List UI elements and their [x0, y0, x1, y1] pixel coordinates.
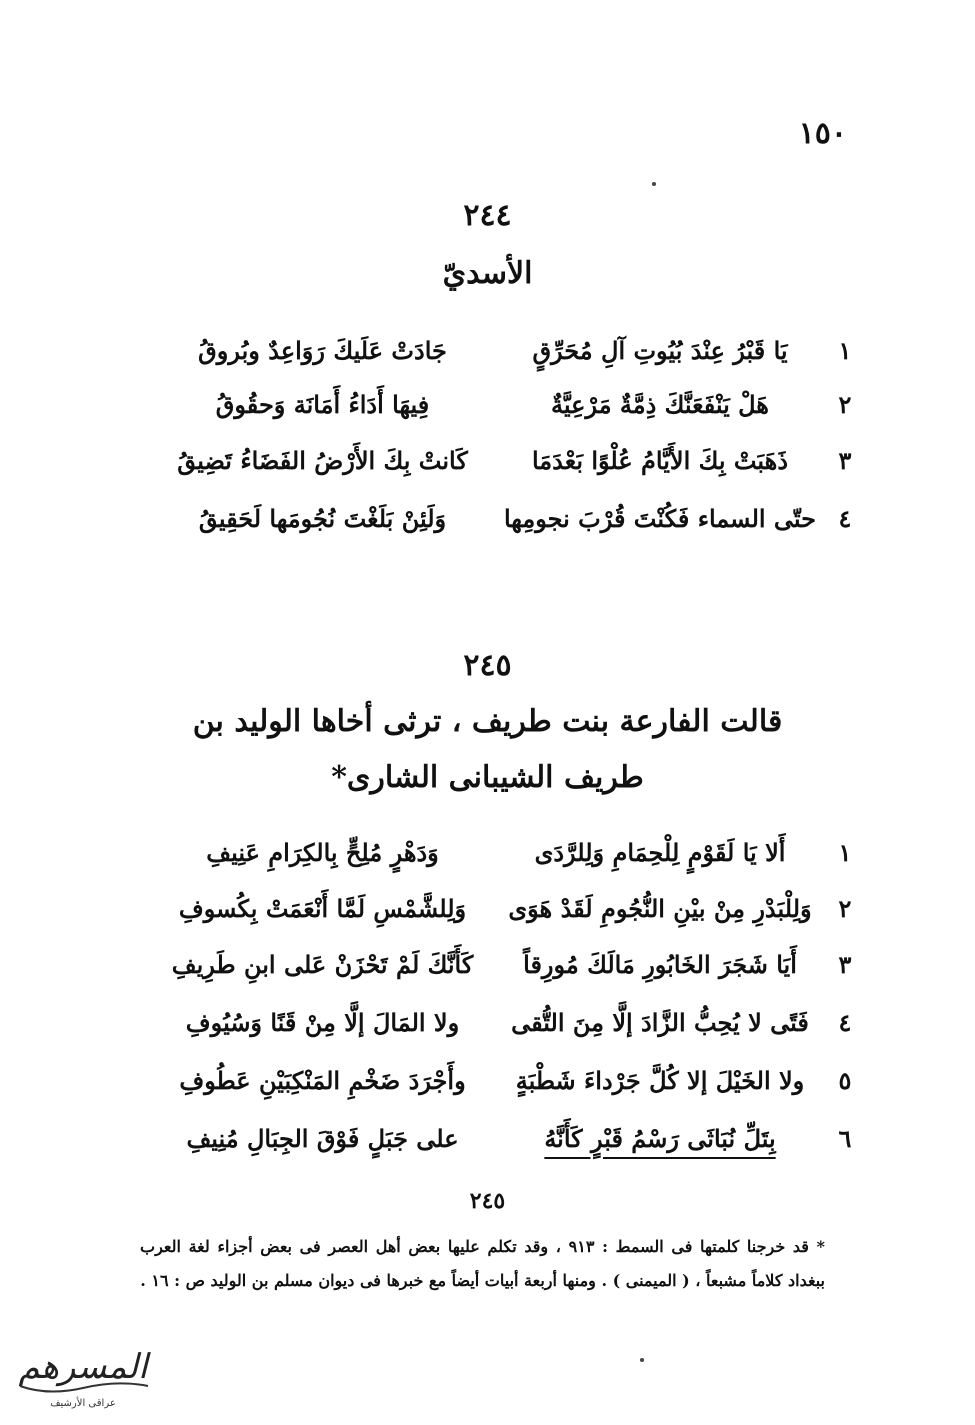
verse-row	[150, 494, 865, 542]
verse-second-hemistich: جَادَتْ عَلَيكَ رَوَاعِدٌ وبُروقُ	[198, 335, 447, 365]
verse-number: ٥	[838, 1065, 852, 1095]
scan-speck	[652, 182, 656, 186]
verse-number: ٦	[838, 1123, 852, 1153]
verse-number: ١	[838, 335, 852, 365]
watermark-main: المسرهم	[18, 1347, 148, 1387]
verse-row	[150, 1056, 865, 1104]
verse-second-hemistich: وَلَئِنْ بَلَغْتَ نُجُومَها لَحَقِيقُ	[198, 503, 447, 533]
verse-second-hemistich: على جَبَلٍ فَوْقَ الجِبَالِ مُنِيفِ	[186, 1123, 459, 1153]
watermark-sub: عراقى الأرشيف	[50, 1398, 116, 1409]
verse-row	[150, 940, 865, 988]
verse-number: ٣	[838, 949, 852, 979]
verse-row	[150, 1114, 865, 1162]
verse-number: ٢	[838, 389, 852, 419]
verse-number: ٢	[838, 893, 852, 923]
poem-245-title-line-2: طريف الشيبانى الشارى*	[331, 760, 644, 795]
verse-first-hemistich: وَلِلْبَدْرِ مِنْ بيْنِ النُّجُومِ لَقَدْ هَوَى	[508, 893, 812, 923]
verse-first-hemistich: حتّى السماء فَكُنْتَ قُرْبَ نجومِها	[503, 503, 816, 533]
verse-row	[150, 828, 865, 876]
verse-second-hemistich: ولا المَالَ إلَّا مِنْ قَنًا وَسُيُوفِ	[185, 1007, 460, 1037]
watermark-logo	[8, 1330, 158, 1415]
verse-second-hemistich: كَانتْ بِكَ الأَرْضُ الفَضَاءُ تَضِيقُ	[177, 445, 468, 475]
verse-second-hemistich: وأَجْرَدَ ضَخْمِ المَنْكِبَيْنِ عَطُوفِ	[179, 1065, 466, 1095]
verse-first-hemistich: فَتًى لا يُحِبُّ الزَّادَ إلَّا مِنَ التُّقى	[511, 1007, 809, 1037]
verse-number: ١	[838, 837, 852, 867]
verse-row	[150, 326, 865, 374]
poem-244-title: الأسديّ	[442, 256, 533, 291]
verse-first-hemistich: أَيَا شَجَرَ الخَابُورِ مَالَكَ مُورِقاً	[523, 949, 797, 979]
footnote-text: * قد خرجنا كلمتها فى السمط : ٩١٣ ، وقد تكلم عليها بعض أهل العصر فى بعض أجزاء لغة العرب ببغداد كلاماً مشبعاً ، ( الميمنى ) . ومنها أربعة أبيات أيضاً مع خبرها فى ديوان مسلم بن الوليد ص : ١٦ .	[140, 1237, 825, 1290]
verse-second-hemistich: وَلِلشَّمْسِ لَمَّا أَنْعَمَتْ بِكُسوفِ	[178, 893, 467, 923]
verse-first-hemistich: ولا الخَيْلَ إلا كُلَّ جَرْداءَ شَطْبَةٍ	[515, 1065, 805, 1095]
verse-second-hemistich: فِيهَا أَدَاءُ أَمَانَة وَحقُوقُ	[215, 389, 430, 419]
verse-first-hemistich: أَلا يَا لَقَوْمٍ لِلْحِمَامِ وَلِلرَّدَى	[534, 837, 786, 867]
verse-number: ٣	[838, 445, 852, 475]
poem-245-number: ٢٤٥	[463, 648, 512, 683]
verse-row	[150, 884, 865, 932]
verse-first-hemistich: ذَهَبَتْ بِكَ الأَيَّامُ عُلْوًا بَعْدَمَا	[531, 445, 789, 475]
verse-second-hemistich: وَدَهْرٍ مُلِحٍّ بِالكِرَامِ عَنِيفِ	[206, 837, 439, 867]
footnote-number: ٢٤٥	[469, 1188, 506, 1214]
scan-speck	[640, 1358, 644, 1362]
calligraphy-logo-icon	[8, 1330, 158, 1415]
poem-244-number: ٢٤٤	[463, 198, 512, 233]
verse-row	[150, 436, 865, 484]
verse-first-hemistich: هَلْ يَنْفَعَنَّكَ ذِمَّةٌ مَرْعِيَّةٌ	[551, 389, 769, 419]
verse-number: ٤	[838, 503, 852, 533]
verse-second-hemistich: كَأَنَّكَ لَمْ تَحْزَنْ عَلى ابنِ طَرِيفِ	[171, 949, 474, 979]
verse-row	[150, 998, 865, 1046]
poem-245-title-line-1: قالت الفارعة بنت طريف ، ترثى أخاها الوليد بن	[192, 704, 783, 739]
verse-first-hemistich: بِتَلِّ نُبَاثَى رَسْمُ قَبْرٍ كَأَنَّهُ	[544, 1123, 776, 1153]
verse-first-hemistich: يَا قَبْرُ عِنْدَ بُيُوتِ آلِ مُحَرِّقٍ	[532, 335, 788, 365]
verse-row	[150, 380, 865, 428]
page-number: ١٥٠	[798, 116, 847, 151]
verse-number: ٤	[838, 1007, 852, 1037]
